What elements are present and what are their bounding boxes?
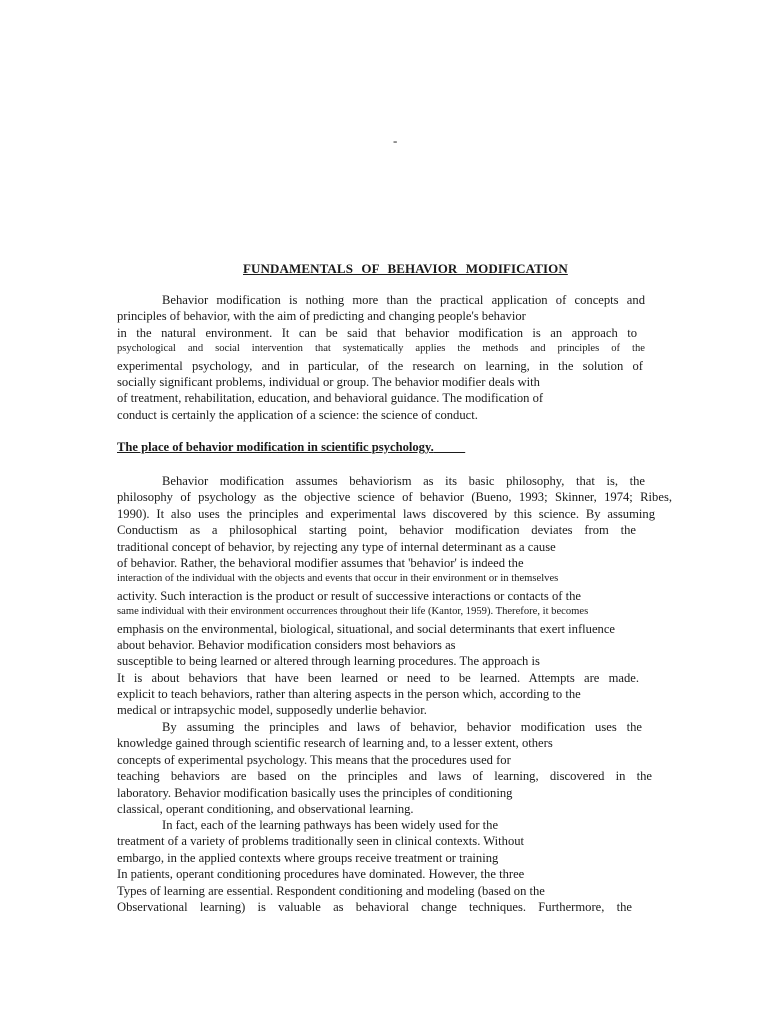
paragraph-learning-pathways xyxy=(117,817,645,915)
text-line: Conductism as a philosophical starting point, behavior modification deviates from the xyxy=(117,523,636,538)
text-line: philosophy of psychology as the objective science of behavior (Bueno, 1993; Skinner, 1974; Ribes, xyxy=(117,490,672,505)
text-line: In fact, each of the learning pathways has been widely used for the xyxy=(162,818,499,832)
text-line: about behavior. Behavior modification considers most behaviors as xyxy=(117,637,456,652)
text-line: socially significant problems, individual or group. The behavior modifier deals with xyxy=(117,374,540,389)
paragraph-principles xyxy=(117,719,652,817)
paragraph-intro xyxy=(117,292,645,423)
text-line: By assuming the principles and laws of behavior, behavior modification uses the xyxy=(162,720,642,734)
document-title: FUNDAMENTALS OF BEHAVIOR MODIFICATION xyxy=(243,261,568,276)
text-line: in the natural environment. It can be said that behavior modification is an approach to xyxy=(117,325,637,340)
text-line: classical, operant conditioning, and observational learning. xyxy=(117,801,414,816)
text-line: Types of learning are essential. Respondent conditioning and modeling (based on the xyxy=(117,883,545,898)
text-line: treatment of a variety of problems traditionally seen in clinical contexts. Without xyxy=(117,834,525,849)
text-line: of behavior. Rather, the behavioral modifier assumes that 'behavior' is indeed the xyxy=(117,555,524,570)
text-line: emphasis on the environmental, biological, situational, and social determinants that exert influence xyxy=(117,621,616,636)
text-line: of treatment, rehabilitation, education, and behavioral guidance. The modification of xyxy=(117,391,544,406)
text-line: Behavior modification assumes behaviorism as its basic philosophy, that is, the xyxy=(162,474,645,488)
text-line: principles of behavior, with the aim of predicting and changing people's behavior xyxy=(117,309,526,324)
page-dash: - xyxy=(393,133,398,148)
text-line: activity. Such interaction is the product or result of successive interactions or contacts of the xyxy=(117,588,581,603)
paragraph-behaviorism xyxy=(117,473,672,719)
text-line: experimental psychology, and in particular, of the research on learning, in the solution of xyxy=(117,358,643,373)
text-line: traditional concept of behavior, by rejecting any type of internal determinant as a cause xyxy=(117,539,556,554)
text-line: psychological and social intervention that systematically applies the methods and principles of the xyxy=(117,343,645,355)
text-line: knowledge gained through scientific research of learning and, to a lesser extent, others xyxy=(117,736,553,751)
text-line: interaction of the individual with the objects and events that occur in their environment or in themselves xyxy=(117,573,559,585)
text-line: conduct is certainly the application of a science: the science of conduct. xyxy=(117,407,478,422)
text-line: same individual with their environment occurrences throughout their life (Kantor, 1959). Therefore, it becomes xyxy=(117,606,589,618)
text-line: It is about behaviors that have been learned or need to be learned. Attempts are made. xyxy=(117,670,639,685)
text-line: laboratory. Behavior modification basically uses the principles of conditioning xyxy=(117,785,513,800)
text-line: Behavior modification is nothing more than the practical application of concepts and xyxy=(162,293,645,307)
text-line: medical or intrapsychic model, supposedly underlie behavior. xyxy=(117,703,427,718)
text-line: explicit to teach behaviors, rather than altering aspects in the person which, according to the xyxy=(117,687,581,702)
text-line: teaching behaviors are based on the principles and laws of learning, discovered in the xyxy=(117,769,652,784)
section-heading: The place of behavior modification in scientific psychology. xyxy=(117,440,434,454)
text-line: 1990). It also uses the principles and experimental laws discovered by this science. By assuming xyxy=(117,506,655,521)
text-line: susceptible to being learned or altered through learning procedures. The approach is xyxy=(117,654,540,669)
text-line: concepts of experimental psychology. This means that the procedures used for xyxy=(117,752,511,767)
text-line: embargo, in the applied contexts where groups receive treatment or training xyxy=(117,850,499,865)
text-line: Observational learning) is valuable as behavioral change techniques. Furthermore, the xyxy=(117,899,632,914)
text-line: In patients, operant conditioning procedures have dominated. However, the three xyxy=(117,867,525,882)
